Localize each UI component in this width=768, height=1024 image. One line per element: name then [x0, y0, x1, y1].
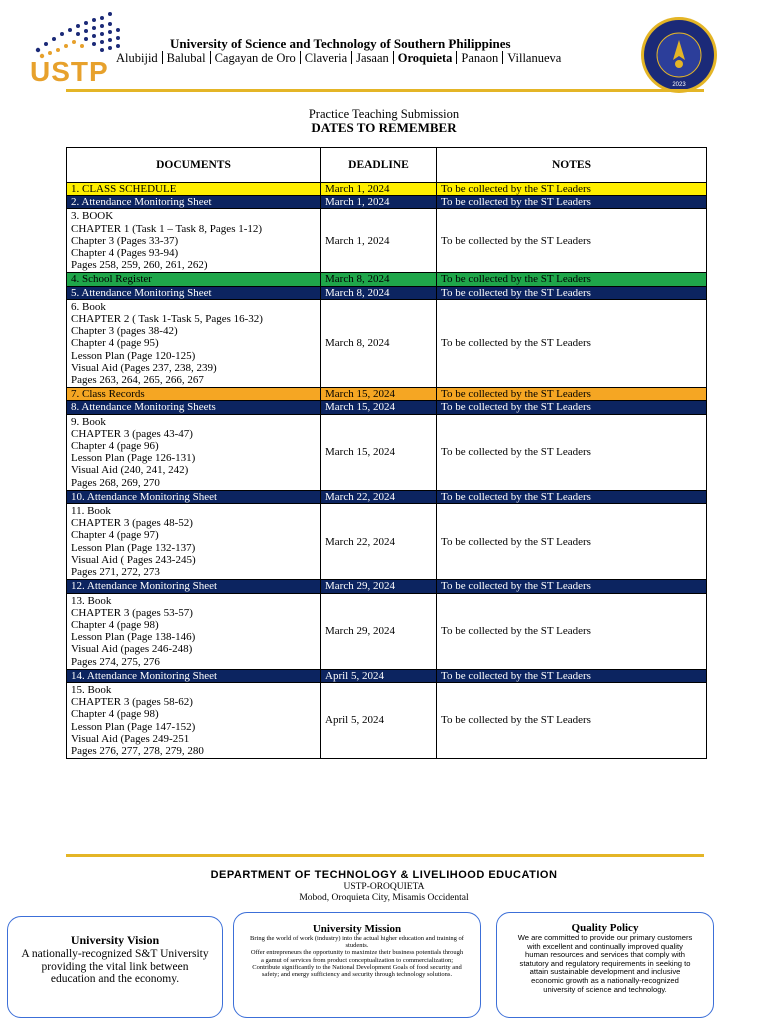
deadline-cell: March 1, 2024	[321, 209, 437, 273]
table-row	[67, 669, 707, 682]
doc-subtitle: DATES TO REMEMBER	[311, 120, 457, 135]
note-cell: To be collected by the ST Leaders	[437, 504, 707, 580]
document-line: 11. Book	[71, 505, 111, 518]
header-notes: NOTES	[437, 148, 707, 183]
document-cell	[67, 414, 321, 490]
table-row	[67, 209, 707, 273]
note-cell: To be collected by the ST Leaders	[437, 209, 707, 273]
document-line: Lesson Plan (Page 132-137)	[71, 541, 196, 554]
document-line: Chapter 3 (Pages 33-37)	[71, 234, 179, 247]
document-line: Pages 274, 275, 276	[71, 655, 160, 668]
document-line: Lesson Plan (Page 147-152)	[71, 720, 196, 733]
quality-box	[496, 912, 714, 1018]
deadline-cell: March 22, 2024	[321, 490, 437, 503]
document-line: CHAPTER 3 (pages 53-57)	[71, 606, 193, 619]
document-line: Visual Aid (pages 246-248)	[71, 643, 193, 656]
document-line: Chapter 4 (page 95)	[71, 337, 159, 350]
document-line: 12. Attendance Monitoring Sheet	[71, 580, 218, 593]
note-cell: To be collected by the ST Leaders	[437, 183, 707, 196]
note-cell: To be collected by the ST Leaders	[437, 490, 707, 503]
document-line: Visual Aid (240, 241, 242)	[71, 464, 189, 477]
deadline-cell: April 5, 2024	[321, 669, 437, 682]
document-cell	[67, 593, 321, 669]
document-cell	[67, 209, 321, 273]
note-cell: To be collected by the ST Leaders	[437, 286, 707, 299]
campus-oroquieta: Oroquieta	[397, 51, 453, 65]
table-header-row	[67, 148, 707, 183]
document-line: CHAPTER 3 (pages 48-52)	[71, 517, 193, 530]
note-cell: To be collected by the ST Leaders	[437, 669, 707, 682]
footer-divider	[66, 854, 704, 857]
deadline-cell: March 1, 2024	[321, 183, 437, 196]
campus-address: Mobod, Oroquieta City, Misamis Occidental	[299, 893, 469, 903]
mission-title: University Mission	[312, 923, 402, 935]
deadline-cell: March 15, 2024	[321, 388, 437, 401]
deadline-cell: March 15, 2024	[321, 414, 437, 490]
document-line: 15. Book	[71, 683, 112, 696]
note-cell: To be collected by the ST Leaders	[437, 682, 707, 758]
campus-separator	[393, 51, 394, 64]
document-cell	[67, 388, 321, 401]
mission-box	[233, 912, 481, 1018]
document-line: 5. Attendance Monitoring Sheet	[71, 286, 212, 299]
note-cell: To be collected by the ST Leaders	[437, 388, 707, 401]
campus-name: USTP-OROQUIETA	[343, 882, 425, 892]
document-cell	[67, 196, 321, 209]
deadline-cell: March 29, 2024	[321, 580, 437, 593]
header-divider	[66, 89, 704, 92]
campus-cagayan-de-oro: Cagayan de Oro	[214, 51, 296, 65]
mission-text	[234, 935, 480, 978]
mission-line: Offer entrepreneurs the opportunity to maximize their business potentials through a gamut of services from product conceptualization to commercialization;	[250, 949, 464, 964]
university-name: University of Science and Technology of Southern Philippines	[170, 36, 511, 51]
document-cell	[67, 490, 321, 503]
deadline-cell: March 22, 2024	[321, 504, 437, 580]
document-line: Pages 263, 264, 265, 266, 267	[71, 374, 204, 387]
document-line: CHAPTER 3 (pages 43-47)	[71, 427, 193, 440]
document-line: 2. Attendance Monitoring Sheet	[71, 196, 212, 209]
table-row	[67, 490, 707, 503]
document-line: CHAPTER 2 ( Task 1-Task 5, Pages 16-32)	[71, 313, 263, 326]
ustp-logo-text: USTP	[30, 56, 109, 87]
document-line: Lesson Plan (Page 138-146)	[71, 631, 196, 644]
document-cell	[67, 273, 321, 286]
note-cell: To be collected by the ST Leaders	[437, 401, 707, 414]
document-cell	[67, 286, 321, 299]
document-line: Chapter 3 (pages 38-42)	[71, 325, 178, 338]
campus-separator	[162, 51, 163, 64]
campus-balubal: Balubal	[166, 51, 206, 65]
header-documents: DOCUMENTS	[67, 148, 321, 183]
table-row	[67, 196, 707, 209]
document-line: Chapter 4 (page 98)	[71, 618, 159, 631]
document-cell	[67, 669, 321, 682]
deadline-cell: March 8, 2024	[321, 273, 437, 286]
vision-box	[7, 916, 223, 1018]
document-line: Visual Aid ( Pages 243-245)	[71, 553, 196, 566]
document-line: 14. Attendance Monitoring Sheet	[71, 669, 218, 682]
document-line: Chapter 4 (page 96)	[71, 440, 159, 453]
table-row	[67, 414, 707, 490]
document-cell	[67, 299, 321, 387]
deadline-cell: March 8, 2024	[321, 286, 437, 299]
document-line: Pages 258, 259, 260, 261, 262)	[71, 259, 208, 272]
document-line: 8. Attendance Monitoring Sheets	[71, 401, 216, 414]
table-row	[67, 299, 707, 387]
note-cell: To be collected by the ST Leaders	[437, 593, 707, 669]
document-line: CHAPTER 3 (pages 58-62)	[71, 696, 193, 709]
vision-title: University Vision	[70, 933, 160, 947]
note-cell: To be collected by the ST Leaders	[437, 414, 707, 490]
quality-text: We are committed to provide our primary customers with excellent and continually improved quality human resources and services that comply with statutory and regulatory requirements in seeking to attain sustainable development and inclusive economic growth as a nationally-recognized university of science and technology.	[517, 933, 693, 994]
deadline-cell: March 8, 2024	[321, 299, 437, 387]
note-cell: To be collected by the ST Leaders	[437, 580, 707, 593]
campus-separator	[456, 51, 457, 64]
document-line: Visual Aid (Pages 237, 238, 239)	[71, 361, 217, 374]
document-line: CHAPTER 1 (Task 1 – Task 8, Pages 1-12)	[71, 222, 263, 235]
department-seal-icon	[640, 16, 718, 94]
deadline-cell: March 1, 2024	[321, 196, 437, 209]
doc-title: Practice Teaching Submission	[308, 107, 460, 121]
document-line: Visual Aid (Pages 249-251	[71, 732, 190, 745]
campus-alubijid: Alubijid	[116, 51, 158, 65]
mission-line: Contribute significantly to the National Development Goals of food security and safety; and energy sufficiency and security through technology solutions.	[252, 963, 462, 979]
seal-year: 2023	[672, 82, 686, 88]
document-line: 1. CLASS SCHEDULE	[71, 183, 177, 195]
document-line: Chapter 4 (Pages 93-94)	[71, 247, 179, 260]
document-line: Pages 271, 272, 273	[71, 566, 160, 579]
campus-villanueva: Villanueva	[507, 51, 562, 65]
document-line: Lesson Plan (Page 120-125)	[71, 349, 196, 362]
document-line: 9. Book	[71, 415, 106, 428]
table-row	[67, 388, 707, 401]
campus-claveria: Claveria	[304, 51, 348, 65]
document-cell	[67, 682, 321, 758]
deadline-cell: March 15, 2024	[321, 401, 437, 414]
campus-jasaan: Jasaan	[356, 51, 389, 65]
document-line: Pages 268, 269, 270	[71, 476, 160, 489]
campus-list	[116, 51, 561, 66]
note-cell: To be collected by the ST Leaders	[437, 196, 707, 209]
schedule-table	[66, 147, 707, 759]
deadline-cell: April 5, 2024	[321, 682, 437, 758]
document-line: Pages 276, 277, 278, 279, 280	[71, 744, 204, 757]
document-line: 13. Book	[71, 594, 112, 607]
note-cell: To be collected by the ST Leaders	[437, 273, 707, 286]
document-line: 4. School Register	[71, 273, 152, 286]
table-row	[67, 273, 707, 286]
table-row	[67, 593, 707, 669]
document-line: 10. Attendance Monitoring Sheet	[71, 490, 218, 503]
document-line: 3. BOOK	[71, 210, 114, 223]
table-row	[67, 286, 707, 299]
deadline-cell: March 29, 2024	[321, 593, 437, 669]
document-line: 6. Book	[71, 300, 106, 313]
document-line: 7. Class Records	[71, 388, 145, 401]
vision-text: A nationally-recognized S&T University providing the vital link between education and the economy.	[21, 948, 209, 985]
document-cell	[67, 183, 321, 196]
document-cell	[67, 580, 321, 593]
campus-panaon: Panaon	[461, 51, 499, 65]
document-line: Lesson Plan (Page 126-131)	[71, 452, 196, 465]
table-row	[67, 401, 707, 414]
campus-separator	[502, 51, 503, 64]
campus-separator	[300, 51, 301, 64]
table-row	[67, 183, 707, 196]
campus-separator	[210, 51, 211, 64]
mission-line: Bring the world of work (industry) into the actual higher education and training of students.	[250, 935, 464, 950]
document-line: Chapter 4 (page 97)	[71, 529, 159, 542]
table-row	[67, 580, 707, 593]
department-name: DEPARTMENT OF TECHNOLOGY & LIVELIHOOD EDUCATION	[210, 869, 558, 881]
table-row	[67, 504, 707, 580]
table-row	[67, 682, 707, 758]
document-line: Chapter 4 (page 98)	[71, 708, 159, 721]
document-cell	[67, 401, 321, 414]
quality-title: Quality Policy	[571, 922, 639, 934]
header-deadline: DEADLINE	[321, 148, 437, 183]
campus-separator	[351, 51, 352, 64]
note-cell: To be collected by the ST Leaders	[437, 299, 707, 387]
document-cell	[67, 504, 321, 580]
